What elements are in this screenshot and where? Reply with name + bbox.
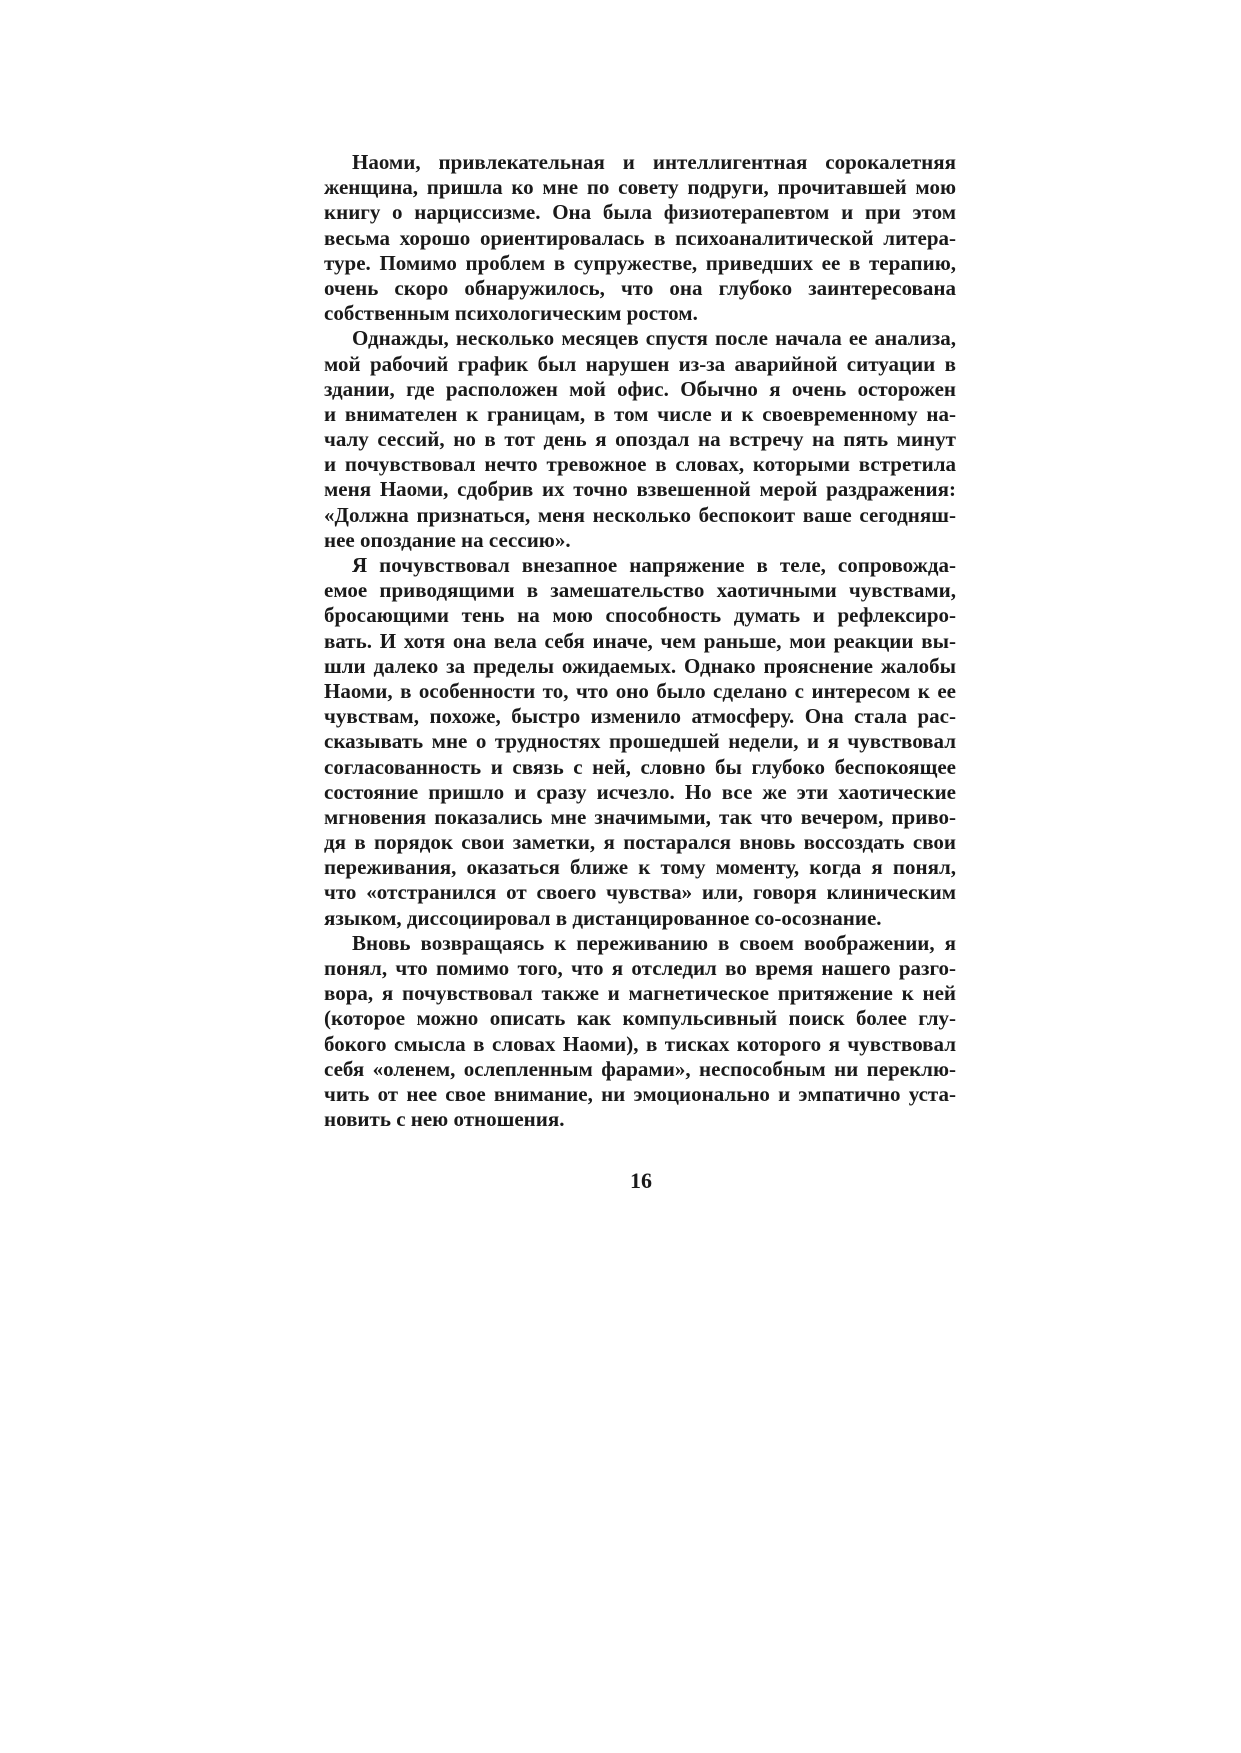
text-line: книгу о нарциссизме. Она была физиотерапевтом и при этом	[324, 200, 956, 225]
text-line: бокого смысла в словах Наоми), в тисках которого я чувствовал	[324, 1031, 956, 1056]
text-line: весьма хорошо ориентировалась в психоаналитической литера-	[324, 225, 956, 250]
text-line: собственным психологическим ростом.	[324, 301, 698, 326]
text-line: «Должна признаться, меня несколько беспокоит ваше сегодняш-	[324, 502, 956, 527]
text-line: женщина, пришла ко мне по совету подруги, прочитавшей мою	[324, 175, 956, 200]
text-line: новить с нею отношения.	[324, 1107, 565, 1132]
text-line: вать. И хотя она вела себя иначе, чем раньше, мои реакции вы-	[324, 628, 956, 653]
text-line: переживания, оказаться ближе к тому моменту, когда я понял,	[324, 855, 956, 880]
paragraph	[324, 150, 956, 326]
text-line: нее опоздание на сессию».	[324, 527, 571, 552]
text-line: чалу сессий, но в тот день я опоздал на встречу на пять минут	[324, 427, 956, 452]
text-line: состояние пришло и сразу исчезло. Но все же эти хаотические	[324, 779, 956, 804]
text-line: емое приводящими в замешательство хаотичными чувствами,	[324, 578, 956, 603]
text-line: (которое можно описать как компульсивный поиск более глу-	[324, 1006, 956, 1031]
text-line: себя «оленем, ослепленным фарами», неспособным ни переклю-	[324, 1056, 956, 1081]
text-line: и внимателен к границам, в том числе и к своевременному на-	[324, 401, 956, 426]
text-line: Наоми, привлекательная и интеллигентная сорокалетняя	[352, 150, 956, 174]
text-line: и почувствовал нечто тревожное в словах, которыми встретила	[324, 452, 956, 477]
text-line: согласованность и связь с ней, словно бы глубоко беспокоящее	[324, 754, 956, 779]
text-line: чувствам, похоже, быстро изменило атмосферу. Она стала рас-	[324, 704, 956, 729]
paragraph	[324, 931, 956, 1133]
body-text	[324, 150, 956, 1132]
text-line: Вновь возвращаясь к переживанию в своем воображении, я	[352, 930, 956, 955]
text-line: Наоми, в особенности то, что оно было сделано с интересом к ее	[324, 678, 956, 703]
page-number: 16	[630, 1168, 652, 1193]
text-line: языком, диссоциировал в дистанцированное со-осознание.	[324, 905, 882, 930]
text-line: шли далеко за пределы ожидаемых. Однако прояснение жалобы	[324, 653, 956, 678]
text-line: вора, я почувствовал также и магнетическое притяжение к ней	[324, 981, 956, 1006]
text-line: дя в порядок свои заметки, я постарался вновь воссоздать свои	[324, 830, 956, 855]
text-line: очень скоро обнаружилось, что она глубоко заинтересована	[324, 275, 956, 300]
paragraph	[324, 553, 956, 931]
paragraph	[324, 326, 956, 553]
text-line: Однажды, несколько месяцев спустя после начала ее анализа,	[352, 326, 956, 351]
text-line: меня Наоми, сдобрив их точно взвешенной мерой раздражения:	[324, 477, 956, 502]
text-line: бросающими тень на мою способность думать и рефлексиро-	[324, 603, 956, 628]
text-line: что «отстранился от своего чувства» или, говоря клиническим	[324, 880, 956, 905]
text-line: понял, что помимо того, что я отследил во время нашего разго-	[324, 956, 956, 980]
text-line: сказывать мне о трудностях прошедшей недели, и я чувствовал	[324, 729, 956, 754]
text-line: туре. Помимо проблем в супружестве, приведших ее в терапию,	[324, 250, 956, 275]
text-line: Я почувствовал внезапное напряжение в теле, сопровожда-	[352, 553, 956, 577]
text-line: мой рабочий график был нарушен из-за аварийной ситуации в	[324, 351, 956, 376]
text-line: мгновения показались мне значимыми, так что вечером, приво-	[324, 804, 956, 829]
text-line: чить от нее свое внимание, ни эмоционально и эмпатично уста-	[324, 1081, 956, 1106]
text-line: здании, где расположен мой офис. Обычно я очень осторожен	[324, 376, 956, 401]
